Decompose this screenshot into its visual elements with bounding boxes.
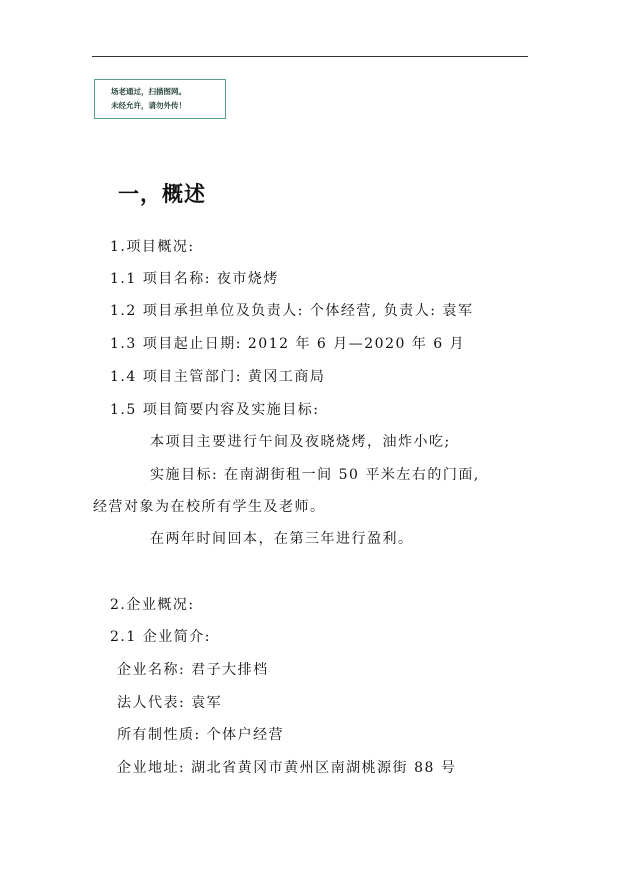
notice-line-2: 未经允许，请勿外传！ bbox=[111, 101, 186, 110]
text-line: 1.4 项目主管部门: 黄冈工商局 bbox=[110, 369, 326, 385]
text-line: 本项目主要进行午间及夜晓烧烤，油炸小吃; bbox=[150, 434, 451, 450]
text-line: 经营对象为在校所有学生及老师。 bbox=[93, 499, 326, 515]
notice-line-1: 场老通过，扫描图网。 bbox=[111, 87, 186, 96]
section-heading: 一，概述 bbox=[118, 182, 206, 206]
header-rule bbox=[92, 56, 528, 57]
text-line: 所有制性质: 个体户经营 bbox=[117, 727, 285, 743]
text-line: 1.1 项目名称: 夜市烧烤 bbox=[110, 271, 279, 287]
text-line: 1.3 项目起止日期: 2012 年 6 月—2020 年 6 月 bbox=[110, 336, 466, 352]
text-line: 企业名称: 君子大排档 bbox=[117, 662, 269, 678]
text-line: 2.企业概况: bbox=[110, 597, 195, 613]
text-line: 1.5 项目简要内容及实施目标: bbox=[110, 402, 320, 418]
text-line: 法人代表: 袁军 bbox=[117, 695, 223, 711]
text-line: 1.2 项目承担单位及负责人: 个体经营, 负责人: 袁军 bbox=[110, 303, 474, 319]
text-line: 1.项目概况: bbox=[110, 239, 195, 255]
text-line: 在两年时间回本，在第三年进行盈利。 bbox=[150, 531, 414, 547]
text-line: 企业地址: 湖北省黄冈市黄州区南湖桃源街 88 号 bbox=[117, 760, 457, 776]
text-line: 2.1 企业简介: bbox=[110, 629, 211, 645]
notice-box bbox=[94, 79, 226, 119]
text-line: 实施目标: 在南湖街租一间 50 平米左右的门面, bbox=[150, 467, 480, 483]
